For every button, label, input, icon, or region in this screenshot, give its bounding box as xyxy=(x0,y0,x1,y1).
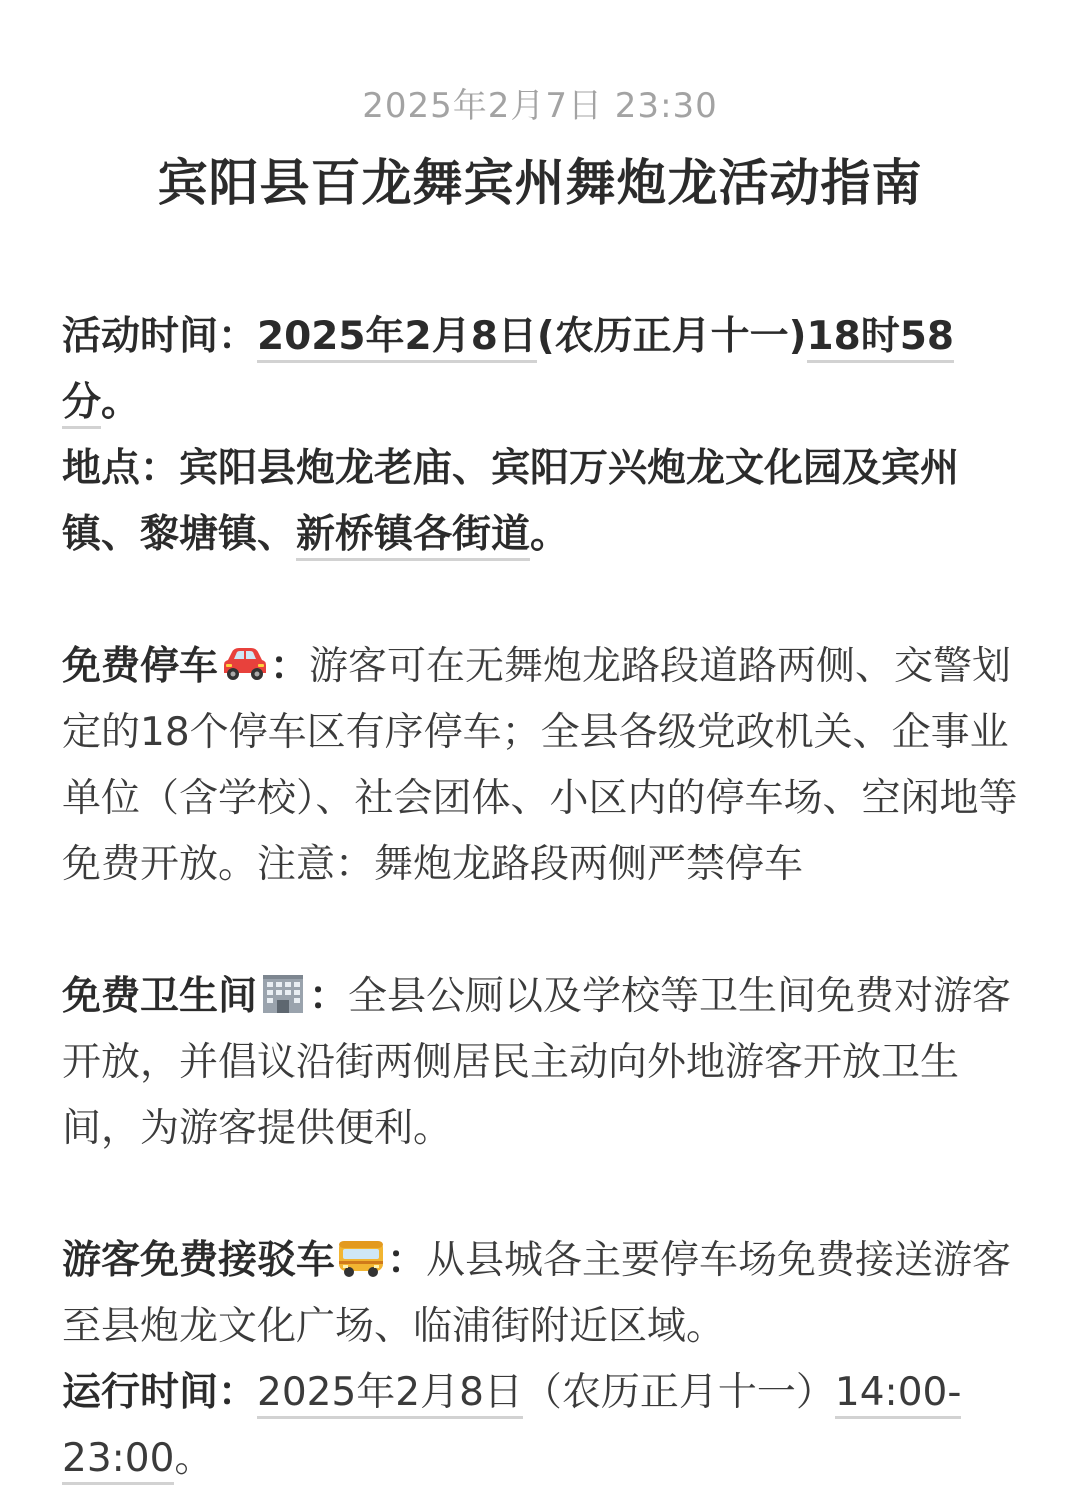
page-title: 宾阳县百龙舞宾州舞炮龙活动指南 xyxy=(157,154,923,212)
restroom-text: 全县公厕以及学校等卫生间免费对游客开放，并倡议沿街两侧居民主动向外地游客开放卫生间，为游客提供便利。 xyxy=(62,974,1012,1151)
parking-text: 游客可在无舞炮龙路段道路两侧、交警划定的18个停车区有序停车；全县各级党政机关、企事业单位（含学校）、社会团体、小区内的停车场、空闲地等免费开放。注意：舞炮龙路段两侧严禁停车 xyxy=(62,644,1018,887)
shuttle-paragraph xyxy=(62,1228,1027,1360)
event-time-label: 活动时间： xyxy=(62,314,258,359)
article-body xyxy=(62,304,1027,1492)
parking-colon: ： xyxy=(270,644,310,689)
spacer xyxy=(62,898,1027,964)
runtime-date-link[interactable]: 2025年2月8日 xyxy=(257,1370,523,1419)
event-place-label: 地点： xyxy=(62,446,180,491)
parking-paragraph xyxy=(62,634,1027,898)
parking-label: 免费停车 xyxy=(62,644,219,689)
event-place-end: 。 xyxy=(530,512,570,557)
event-time-paragraph xyxy=(62,304,1027,436)
shuttle-label: 游客免费接驳车 xyxy=(62,1238,336,1283)
place-link-xinqiao[interactable]: 新桥镇各街道 xyxy=(296,512,530,561)
shuttle-runtime-paragraph xyxy=(62,1360,1027,1492)
event-clock-link[interactable]: 18时58分 xyxy=(62,314,954,429)
minibus-icon xyxy=(335,1237,387,1279)
restroom-label: 免费卫生间 xyxy=(62,974,258,1019)
spacer xyxy=(62,1162,1027,1228)
spacer xyxy=(62,568,1027,634)
runtime-label: 运行时间： xyxy=(62,1370,258,1415)
runtime-hours-link[interactable]: 14:00-23:00 xyxy=(62,1370,961,1485)
shuttle-colon: ： xyxy=(387,1238,427,1283)
restroom-colon: ： xyxy=(309,974,349,1019)
car-icon xyxy=(218,643,270,685)
event-lunar-date: (农历正月十一) xyxy=(536,314,807,359)
runtime-lunar-date: （农历正月十一） xyxy=(522,1370,835,1415)
event-place-text: 宾阳县炮龙老庙、宾阳万兴炮龙文化园及宾州镇、黎塘镇、 xyxy=(62,446,960,557)
restroom-paragraph xyxy=(62,964,1027,1162)
event-time-end: 。 xyxy=(101,380,141,425)
office-building-icon xyxy=(257,973,309,1015)
shuttle-text: 从县城各主要停车场免费接送游客至县炮龙文化广场、临浦街附近区域。 xyxy=(62,1238,1012,1349)
publish-date: 2025年2月7日 23:30 xyxy=(362,86,718,126)
event-date-link[interactable]: 2025年2月8日 xyxy=(257,314,537,363)
runtime-end: 。 xyxy=(174,1436,214,1481)
event-place-paragraph xyxy=(62,436,1027,568)
